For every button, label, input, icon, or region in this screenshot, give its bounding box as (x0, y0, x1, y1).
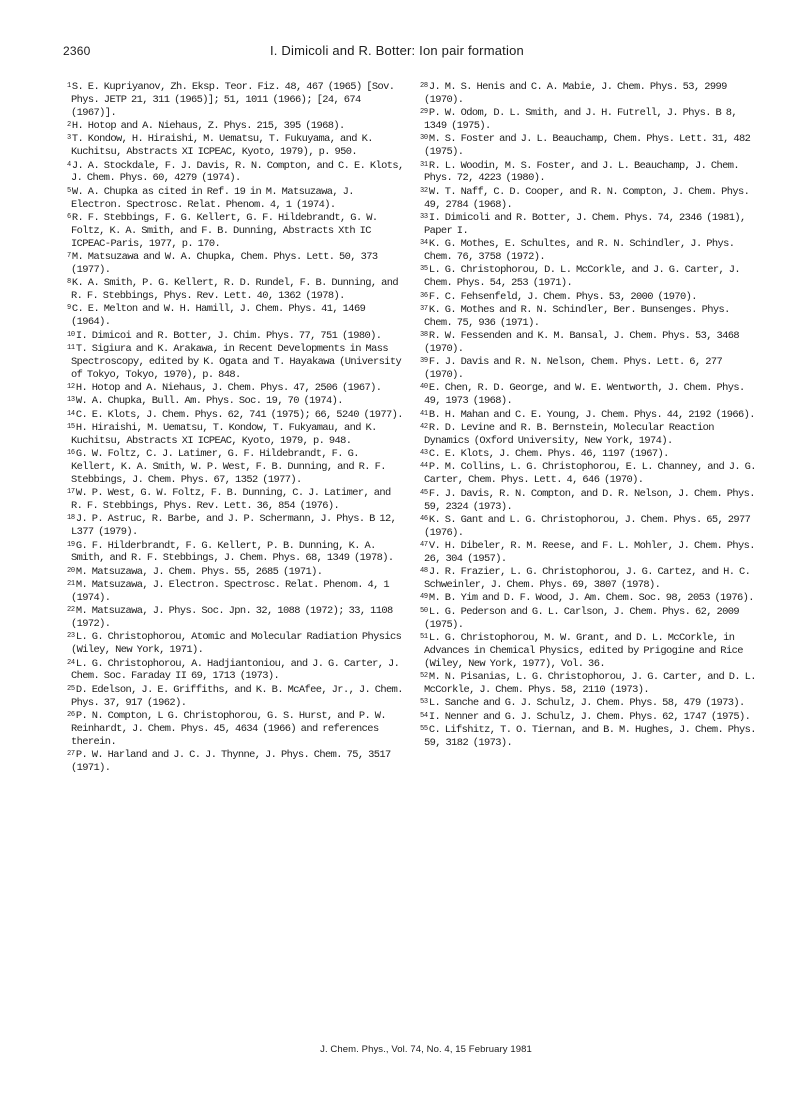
reference-text: K. G. Mothes and R. N. Schindler, Ber. Bunsenges. Phys. Chem. 75, 936 (1971). (424, 303, 730, 329)
reference-number: 13 (67, 396, 75, 405)
journal-footer (0, 1044, 812, 1055)
reference-text: T. Kondow, H. Hiraishi, M. Uematsu, T. Fukuyama, and K. Kuchitsu, Abstracts XI ICPEAC, Kyoto, 1979), p. 950. (71, 133, 373, 159)
reference-number: 28 (420, 82, 428, 90)
reference-text: H. Hiraishi, M. Uematsu, T. Kondow, T. Fukyamau, and K. Kuchitsu, Abstracts XI ICPEAC, Kyoto, 1979, p. 948. (71, 421, 377, 447)
reference-number: 22 (67, 606, 75, 615)
reference-text: W. A. Chupka as cited in Ref. 19 in M. Matsuzawa, J. Electron. Spectrosc. Relat. Phenom. 4, 1 (1974). (71, 185, 354, 211)
reference-entry (63, 303, 405, 329)
reference-text: L. G. Christophorou, D. L. McCorkle, and J. G. Carter, J. Chem. Phys. 54, 253 (1971). (424, 264, 741, 290)
reference-number: 4 (67, 160, 71, 169)
reference-number: 45 (420, 488, 428, 497)
reference-text: G. F. Hilderbrandt, F. G. Kellert, P. B. Dunning, K. A. Smith, and R. F. Stebbings, J. Chem. Phys. 68, 1349 (1978). (71, 539, 394, 565)
reference-number: 30 (420, 134, 428, 143)
reference-text: E. Chen, R. D. George, and W. E. Wentworth, J. Chem. Phys. 49, 1973 (1968). (424, 382, 745, 408)
reference-number: 24 (67, 658, 75, 667)
running-title: I. Dimicoli and R. Botter: Ion pair formation (270, 43, 524, 58)
reference-entry (63, 186, 405, 212)
reference-entry (416, 291, 762, 304)
reference-number: 2 (67, 121, 71, 130)
reference-number: 20 (67, 566, 75, 575)
reference-text: R. F. Stebbings, F. G. Kellert, G. F. Hildebrandt, G. W. Foltz, K. A. Smith, and F. B. Dunning, Abstracts Xth IC ICPEAC-Paris, 1977, p. 170. (71, 211, 378, 250)
reference-number: 10 (67, 330, 75, 339)
page-number: 2360 (63, 44, 91, 58)
reference-number: 51 (420, 632, 428, 641)
reference-entry (416, 632, 762, 671)
reference-number: 6 (67, 212, 71, 221)
reference-entry (63, 448, 405, 487)
reference-entry (63, 395, 405, 408)
reference-number: 29 (420, 108, 428, 117)
reference-number: 9 (67, 304, 71, 313)
reference-entry (63, 330, 405, 343)
reference-entry (63, 605, 405, 631)
reference-entry (416, 238, 762, 264)
reference-number: 38 (420, 331, 428, 340)
reference-entry (416, 724, 762, 750)
reference-entry (416, 330, 762, 356)
reference-text: D. Edelson, J. E. Griffiths, and K. B. McAfee, Jr., J. Chem. Phys. 37, 917 (1962). (71, 683, 403, 709)
reference-text: C. Lifshitz, T. O. Tiernan, and B. M. Hughes, J. Chem. Phys. 59, 3182 (1973). (424, 723, 756, 749)
reference-entry (416, 304, 762, 330)
journal-citation: J. Chem. Phys., Vol. 74, No. 4, 15 February 1981 (320, 1044, 532, 1055)
reference-entry (63, 579, 405, 605)
reference-number: 11 (67, 343, 75, 352)
reference-text: L. G. Pederson and G. L. Carlson, J. Chem. Phys. 62, 2009 (1975). (424, 605, 740, 631)
reference-text: B. H. Mahan and C. E. Young, J. Chem. Phys. 44, 2192 (1966). (428, 408, 755, 421)
reference-number: 52 (420, 671, 428, 680)
reference-number: 33 (420, 212, 428, 221)
reference-text: M. S. Foster and J. L. Beauchamp, Chem. Phys. Lett. 31, 482 (1975). (424, 133, 751, 159)
reference-text: V. H. Dibeler, R. M. Reese, and F. L. Mohler, J. Chem. Phys. 26, 304 (1957). (424, 540, 755, 565)
reference-text: W. A. Chupka, Bull. Am. Phys. Soc. 19, 70 (1974). (75, 395, 343, 408)
reference-entry (416, 107, 762, 133)
references-column-left (63, 81, 405, 775)
reference-number: 46 (420, 514, 428, 523)
reference-number: 7 (67, 251, 71, 260)
reference-entry (63, 566, 405, 579)
reference-number: 18 (67, 514, 75, 523)
reference-entry (63, 684, 405, 710)
reference-entry (63, 343, 405, 382)
reference-entry (63, 382, 405, 395)
reference-number: 47 (420, 541, 428, 550)
reference-number: 26 (67, 711, 75, 719)
reference-entry (416, 264, 762, 290)
reference-entry (63, 160, 405, 186)
reference-number: 16 (67, 449, 75, 458)
reference-number: 35 (420, 265, 428, 274)
reference-number: 37 (420, 304, 428, 313)
reference-number: 55 (420, 724, 428, 733)
reference-entry (416, 540, 762, 566)
reference-entry (63, 120, 405, 133)
reference-entry (63, 631, 405, 657)
reference-number: 25 (67, 684, 75, 693)
reference-text: C. E. Klots, J. Chem. Phys. 46, 1197 (1967). (428, 448, 669, 461)
reference-entry (416, 133, 762, 159)
reference-number: 12 (67, 382, 75, 391)
reference-text: G. W. Foltz, C. J. Latimer, G. F. Hildebrandt, F. G. Kellert, K. A. Smith, W. P. West, F. B. Dunning, and R. F. Stebbings, J. Chem. Phys. 67, 1352 (1977). (71, 448, 386, 486)
reference-text: M. N. Pisanias, L. G. Christophorou, J. G. Carter, and D. L. McCorkle, J. Chem. Phys. 58, 2110 (1973). (424, 670, 756, 696)
reference-entry (416, 488, 762, 514)
reference-number: 42 (420, 422, 428, 431)
reference-entry (416, 566, 762, 592)
reference-number: 19 (67, 540, 75, 549)
reference-text: H. Hotop and A. Niehaus, J. Chem. Phys. 47, 2506 (1967). (75, 381, 382, 394)
reference-number: 39 (420, 357, 428, 366)
reference-text: F. J. Davis, R. N. Compton, and D. R. Nelson, J. Chem. Phys. 59, 2324 (1973). (424, 487, 755, 513)
reference-text: T. Sigiura and K. Arakawa, in Recent Developments in Mass Spectroscopy, edited by K. Ogata and T. Hayakawa (University of Tokyo, Tokyo, 1970), p. 848. (71, 342, 402, 381)
reference-entry (63, 710, 405, 749)
reference-text: L. Sanche and G. J. Schulz, J. Chem. Phys. 58, 479 (1973). (428, 697, 745, 710)
reference-number: 21 (67, 580, 75, 589)
reference-text: K. G. Mothes, E. Schultes, and R. N. Schindler, J. Phys. Chem. 76, 3758 (1972). (424, 238, 735, 263)
reference-text: C. E. Melton and W. H. Hamill, J. Chem. Phys. 41, 1469 (1964). (71, 303, 366, 329)
reference-entry (416, 356, 762, 382)
reference-entry (416, 697, 762, 710)
reference-number: 31 (420, 160, 428, 169)
reference-text: J. M. S. Henis and C. A. Mabie, J. Chem. Phys. 53, 2999 (1970). (424, 81, 727, 106)
reference-text: I. Dimicoli and R. Botter, J. Chem. Phys. 74, 2346 (1981), Paper I. (424, 211, 746, 237)
reference-entry (416, 422, 762, 448)
reference-text: I. Dimicoi and R. Botter, J. Chim. Phys. 77, 751 (1980). (75, 329, 382, 342)
reference-number: 1 (67, 82, 71, 90)
references-column-right (416, 81, 762, 750)
reference-number: 17 (67, 488, 75, 497)
reference-number: 14 (67, 409, 75, 418)
reference-entry (416, 514, 762, 540)
reference-text: I. Nenner and G. J. Schulz, J. Chem. Phys. 62, 1747 (1975). (428, 710, 751, 723)
reference-number: 49 (420, 593, 428, 602)
reference-entry (63, 422, 405, 448)
reference-text: K. S. Gant and L. G. Christophorou, J. Chem. Phys. 65, 2977 (1976). (424, 513, 751, 539)
reference-number: 32 (420, 186, 428, 195)
reference-text: W. P. West, G. W. Foltz, F. B. Dunning, C. J. Latimer, and R. F. Stebbings, Phys. Rev. Lett. 36, 854 (1976). (71, 487, 391, 512)
reference-number: 41 (420, 409, 428, 418)
reference-number: 53 (420, 698, 428, 707)
reference-number: 27 (67, 750, 75, 759)
reference-entry (416, 81, 762, 107)
reference-text: M. Matsuzawa, J. Phys. Soc. Jpn. 32, 1088 (1972); 33, 1108 (1972). (71, 605, 393, 631)
reference-text: R. W. Fessenden and K. M. Bansal, J. Chem. Phys. 53, 3468 (1970). (424, 330, 740, 355)
reference-entry (63, 658, 405, 684)
reference-number: 23 (67, 632, 75, 641)
reference-text: P. W. Harland and J. C. J. Thynne, J. Phys. Chem. 75, 3517 (1971). (71, 749, 391, 774)
reference-text: J. A. Stockdale, F. J. Davis, R. N. Compton, and C. E. Klots, J. Chem. Phys. 60, 4279 (1974). (71, 159, 404, 185)
reference-number: 3 (67, 134, 71, 143)
reference-entry (416, 409, 762, 422)
reference-number: 5 (67, 186, 71, 195)
reference-entry (63, 251, 405, 277)
reference-text: J. R. Frazier, L. G. Christophorou, J. G. Cartez, and H. C. Schweinler, J. Chem. Phys. 69, 3807 (1978). (424, 566, 751, 592)
reference-entry (63, 212, 405, 251)
reference-entry (63, 81, 405, 120)
reference-entry (63, 487, 405, 513)
reference-text: F. C. Fehsenfeld, J. Chem. Phys. 53, 2000 (1970). (428, 290, 697, 303)
reference-number: 43 (420, 449, 428, 458)
reference-entry (416, 592, 762, 605)
reference-text: S. E. Kupriyanov, Zh. Eksp. Teor. Fiz. 48, 467 (1965) [Sov. Phys. JETP 21, 311 (1965)]; 51, 1011 (1966); [24, 674 (1967)]. (71, 81, 395, 119)
reference-entry (416, 671, 762, 697)
reference-text: H. Hotop and A. Niehaus, Z. Phys. 215, 395 (1968). (71, 120, 345, 133)
reference-text: M. B. Yim and D. F. Wood, J. Am. Chem. Soc. 98, 2053 (1976). (428, 592, 754, 605)
reference-text: P. W. Odom, D. L. Smith, and J. H. Futrell, J. Phys. B 8, 1349 (1975). (424, 107, 738, 133)
reference-number: 40 (420, 383, 428, 392)
reference-text: R. D. Levine and R. B. Bernstein, Molecular Reaction Dynamics (Oxford University, New York, 1974). (424, 421, 714, 447)
reference-text: F. J. Davis and R. N. Nelson, Chem. Phys. Lett. 6, 277 (1970). (424, 356, 723, 382)
reference-entry (416, 186, 762, 212)
reference-text: L. G. Christophorou, Atomic and Molecular Radiation Physics (Wiley, New York, 1971). (71, 631, 402, 657)
reference-number: 44 (420, 462, 428, 471)
reference-text: R. L. Woodin, M. S. Foster, and J. L. Beauchamp, J. Chem. Phys. 72, 4223 (1980). (424, 159, 740, 185)
reference-entry (416, 448, 762, 461)
reference-number: 36 (420, 291, 428, 300)
reference-number: 54 (420, 711, 428, 720)
reference-entry (416, 461, 762, 487)
reference-entry (416, 212, 762, 238)
reference-text: K. A. Smith, P. G. Kellert, R. D. Rundel, F. B. Dunning, and R. F. Stebbings, Phys. Rev. Lett. 40, 1362 (1978). (71, 277, 399, 302)
reference-text: M. Matsuzawa, J. Electron. Spectrosc. Relat. Phenom. 4, 1 (1974). (71, 579, 390, 604)
reference-entry (416, 160, 762, 186)
reference-entry (63, 277, 405, 303)
reference-text: J. P. Astruc, R. Barbe, and J. P. Schermann, J. Phys. B 12, L377 (1979). (71, 513, 397, 539)
reference-text: M. Matsuzawa and W. A. Chupka, Chem. Phys. Lett. 50, 373 (1977). (71, 250, 378, 276)
reference-entry (63, 749, 405, 775)
reference-text: M. Matsuzawa, J. Chem. Phys. 55, 2685 (1971). (75, 565, 323, 578)
reference-entry (63, 540, 405, 566)
reference-text: L. G. Christophorou, M. W. Grant, and D. L. McCorkle, in Advances in Chemical Physics, edited by Prigogine and Rice (Wiley, New York, 1977), Vol. 36. (424, 631, 743, 670)
reference-number: 34 (420, 239, 428, 248)
reference-entry (416, 711, 762, 724)
reference-entry (63, 409, 405, 422)
reference-entry (63, 133, 405, 159)
reference-text: C. E. Klots, J. Chem. Phys. 62, 741 (1975); 66, 5240 (1977). (75, 408, 403, 421)
reference-entry (63, 513, 405, 539)
reference-entry (416, 606, 762, 632)
reference-number: 50 (420, 606, 428, 615)
reference-number: 48 (420, 567, 428, 576)
reference-number: 15 (67, 422, 75, 431)
reference-text: P. M. Collins, L. G. Christophorou, E. L. Channey, and J. G. Carter, Chem. Phys. Lett. 4, 646 (1970). (424, 461, 756, 487)
reference-text: W. T. Naff, C. D. Cooper, and R. N. Compton, J. Chem. Phys. 49, 2784 (1968). (424, 185, 750, 211)
reference-text: L. G. Christophorou, A. Hadjiantoniou, and J. G. Carter, J. Chem. Soc. Faraday II 69, 1713 (1973). (71, 657, 400, 683)
reference-text: P. N. Compton, L G. Christophorou, G. S. Hurst, and P. W. Reinhardt, J. Chem. Phys. 45, 4634 (1966) and references therein. (71, 710, 387, 748)
reference-entry (416, 382, 762, 408)
reference-number: 8 (67, 278, 71, 287)
